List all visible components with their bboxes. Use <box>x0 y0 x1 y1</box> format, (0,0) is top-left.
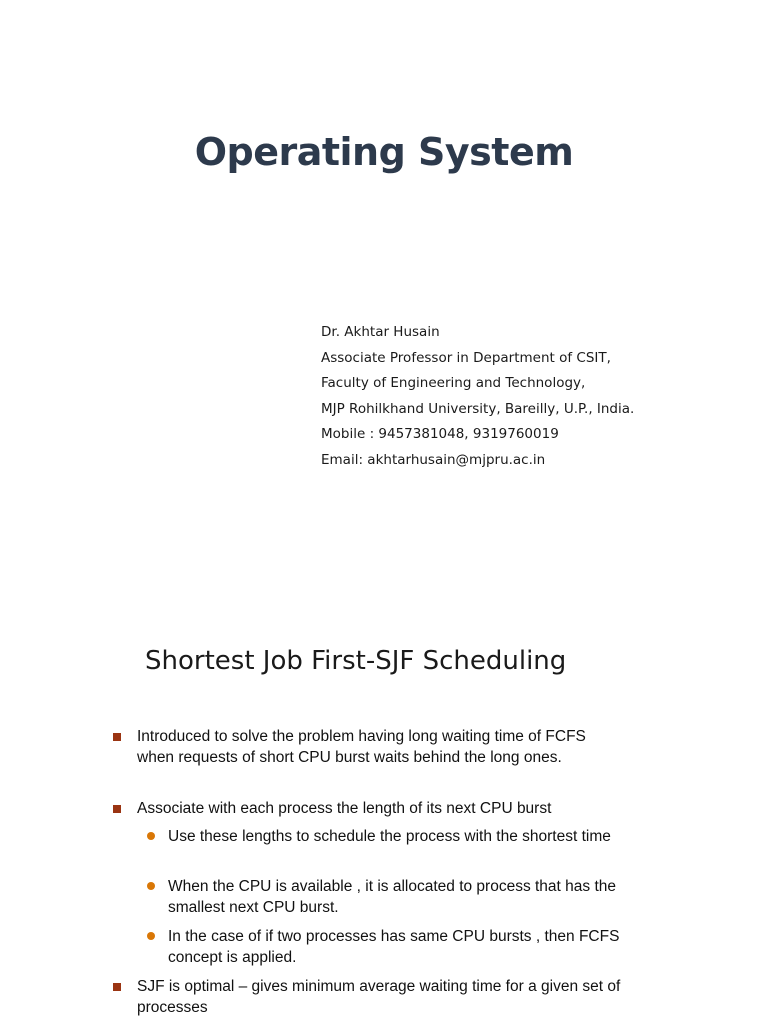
author-position: Associate Professor in Department of CSIT, <box>321 349 611 366</box>
content-slide <box>0 590 768 1024</box>
slide-title: Shortest Job First-SJF Scheduling <box>145 646 567 676</box>
author-faculty: Faculty of Engineering and Technology, <box>321 375 586 392</box>
list-item <box>0 726 768 789</box>
square-bullet-icon <box>113 983 121 991</box>
list-item <box>0 798 768 819</box>
round-bullet-icon <box>147 932 155 940</box>
list-item <box>0 976 768 1018</box>
square-bullet-icon <box>113 733 121 741</box>
list-item-text: Introduced to solve the problem having long waiting time of FCFS when requests of short CPU burst waits behind the long ones. <box>137 728 586 766</box>
author-email: Email: akhtarhusain@mjpru.ac.in <box>321 451 546 468</box>
slide-title: Operating System <box>194 130 574 174</box>
round-bullet-icon <box>147 832 155 840</box>
list-item-text: Associate with each process the length of its next CPU burst <box>137 800 552 817</box>
sub-list-item-text: When the CPU is available , it is allocated to process that has the smallest next CPU burst. <box>168 878 617 916</box>
author-name: Dr. Akhtar Husain <box>321 324 440 340</box>
list-item-text: SJF is optimal – gives minimum average waiting time for a given set of processes <box>137 978 621 1016</box>
round-bullet-icon <box>147 882 155 890</box>
author-mobile: Mobile : 9457381048, 9319760019 <box>321 426 559 443</box>
sub-list-item <box>0 926 768 968</box>
square-bullet-icon <box>113 805 121 813</box>
sub-list-item-text: Use these lengths to schedule the process with the shortest time <box>168 828 611 845</box>
sub-list-item-text: In the case of if two processes has same CPU bursts , then FCFS concept is applied. <box>168 928 620 966</box>
author-university: MJP Rohilkhand University, Bareilly, U.P., India. <box>321 400 635 417</box>
sub-list-item <box>0 876 768 918</box>
sub-list-item <box>0 826 768 868</box>
author-block <box>321 320 634 474</box>
